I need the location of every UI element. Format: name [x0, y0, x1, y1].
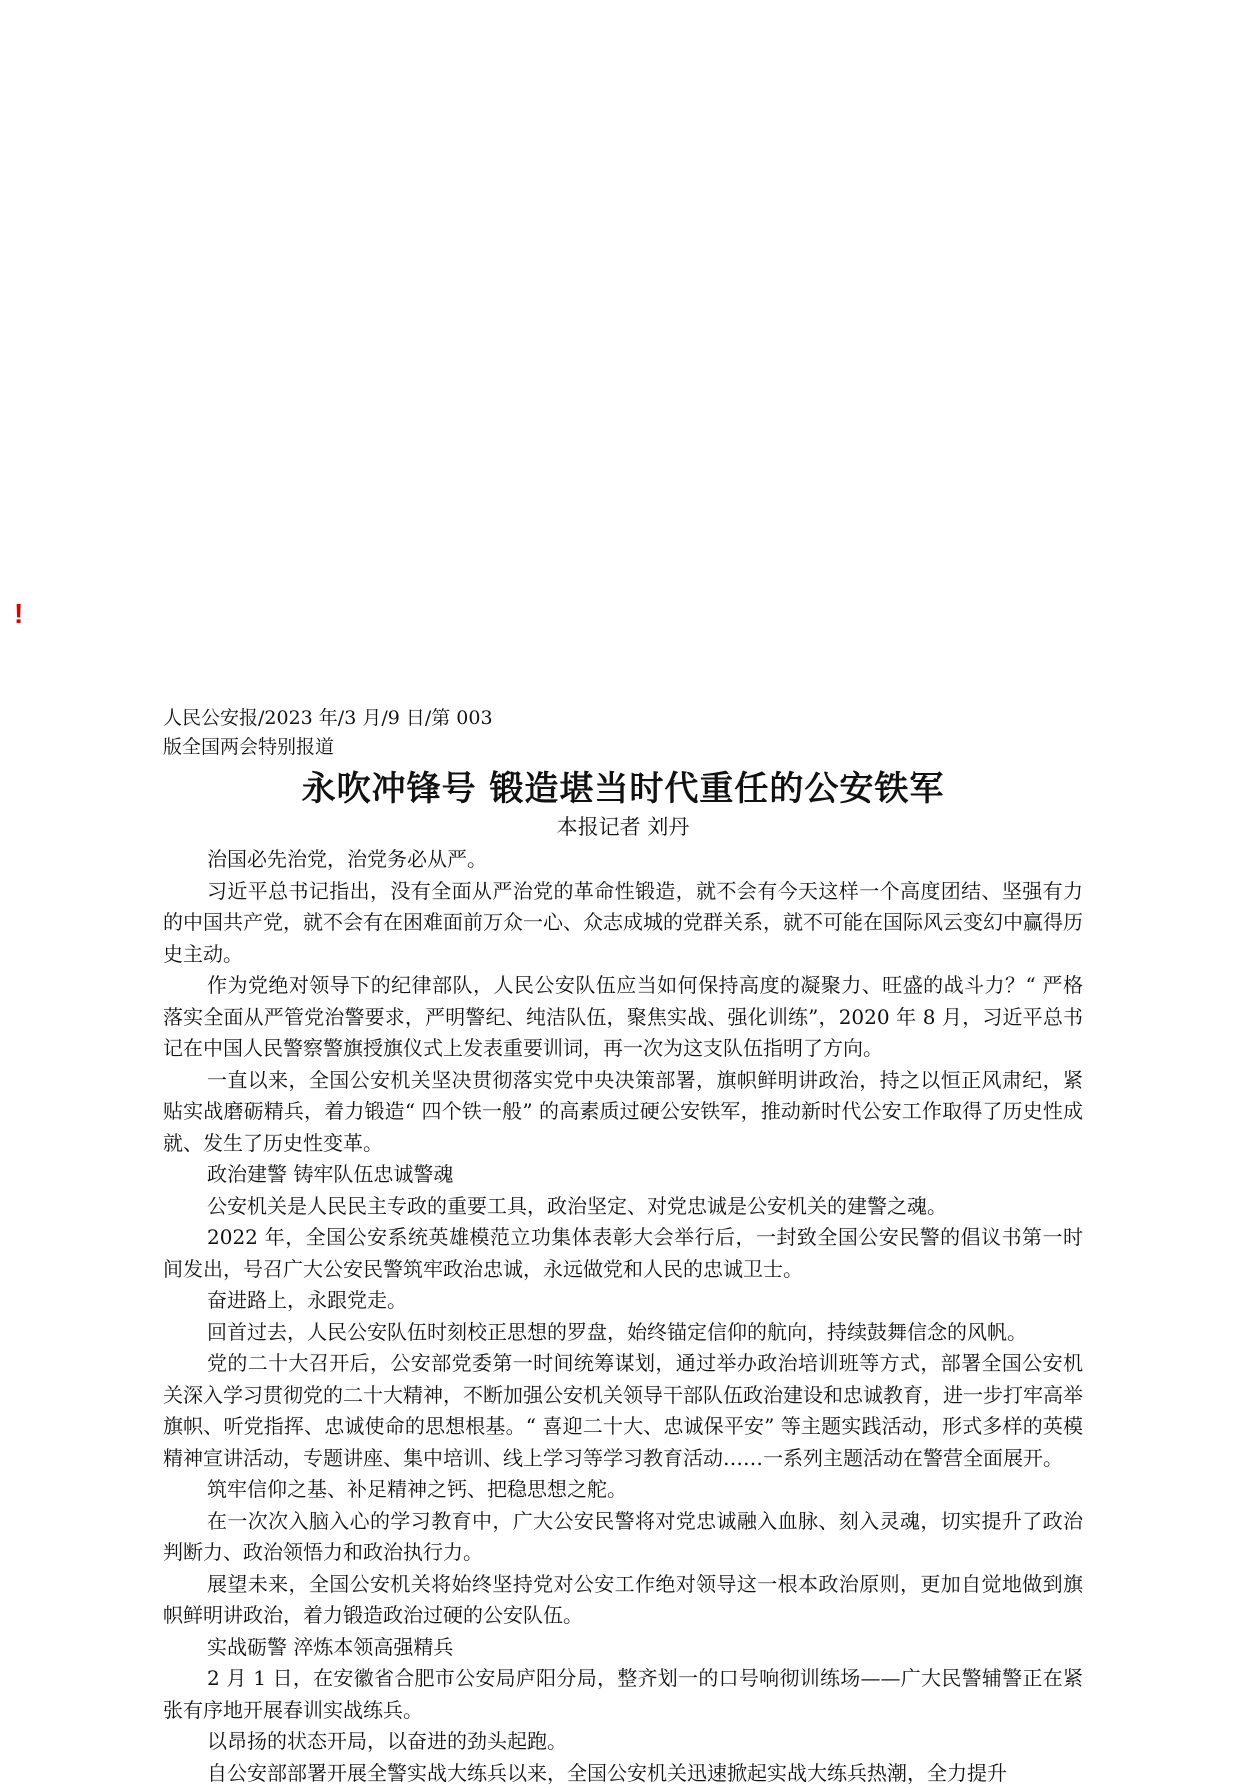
article-byline: 本报记者 刘丹	[163, 812, 1083, 842]
paragraph: 回首过去，人民公安队伍时刻校正思想的罗盘，始终锚定信仰的航向，持续鼓舞信念的风帆。	[163, 1317, 1083, 1349]
paragraph: 2 月 1 日，在安徽省合肥市公安局庐阳分局，整齐划一的口号响彻训练场——广大民警辅警正在紧张有序地开展春训实战练兵。	[163, 1663, 1083, 1726]
red-exclamation-mark: !	[14, 598, 23, 630]
article-body	[163, 844, 1083, 1789]
section-heading: 政治建警 铸牢队伍忠诚警魂	[163, 1159, 1083, 1191]
paragraph: 展望未来，全国公安机关将始终坚持党对公安工作绝对领导这一根本政治原则，更加自觉地做到旗帜鲜明讲政治，着力锻造政治过硬的公安队伍。	[163, 1569, 1083, 1632]
article	[163, 704, 1083, 1789]
section-heading: 实战砺警 淬炼本领高强精兵	[163, 1632, 1083, 1664]
paragraph: 一直以来，全国公安机关坚决贯彻落实党中央决策部署，旗帜鲜明讲政治，持之以恒正风肃纪，紧贴实战磨砺精兵，着力锻造“ 四个铁一般” 的高素质过硬公安铁军，推动新时代公安工作取得了历史性成就、发生了历史性变革。	[163, 1065, 1083, 1160]
paragraph: 公安机关是人民民主专政的重要工具，政治坚定、对党忠诚是公安机关的建警之魂。	[163, 1191, 1083, 1223]
paragraph: 筑牢信仰之基、补足精神之钙、把稳思想之舵。	[163, 1474, 1083, 1506]
article-headline: 永吹冲锋号 锻造堪当时代重任的公安铁军	[163, 766, 1083, 812]
source-line-1: 人民公安报/2023 年/3 月/9 日/第 003	[163, 704, 1083, 733]
paragraph: 习近平总书记指出，没有全面从严治党的革命性锻造，就不会有今天这样一个高度团结、坚强有力的中国共产党，就不会有在困难面前万众一心、众志成城的党群关系，就不可能在国际风云变幻中赢得历史主动。	[163, 876, 1083, 971]
paragraph: 2022 年，全国公安系统英雄模范立功集体表彰大会举行后，一封致全国公安民警的倡议书第一时间发出，号召广大公安民警筑牢政治忠诚，永远做党和人民的忠诚卫士。	[163, 1222, 1083, 1285]
paragraph: 在一次次入脑入心的学习教育中，广大公安民警将对党忠诚融入血脉、刻入灵魂，切实提升了政治判断力、政治领悟力和政治执行力。	[163, 1506, 1083, 1569]
paragraph: 以昂扬的状态开局，以奋进的劲头起跑。	[163, 1726, 1083, 1758]
paragraph: 治国必先治党，治党务必从严。	[163, 844, 1083, 876]
paragraph: 作为党绝对领导下的纪律部队，人民公安队伍应当如何保持高度的凝聚力、旺盛的战斗力？“ 严格落实全面从严管党治警要求，严明警纪、纯洁队伍，聚焦实战、强化训练”，2020 年 8 月，习近平总书记在中国人民警察警旗授旗仪式上发表重要训词，再一次为这支队伍指明了方向。	[163, 970, 1083, 1065]
paragraph: 奋进路上，永跟党走。	[163, 1285, 1083, 1317]
paragraph: 自公安部部署开展全警实战大练兵以来，全国公安机关迅速掀起实战大练兵热潮，全力提升	[163, 1758, 1083, 1789]
paragraph: 党的二十大召开后，公安部党委第一时间统筹谋划，通过举办政治培训班等方式，部署全国公安机关深入学习贯彻党的二十大精神，不断加强公安机关领导干部队伍政治建设和忠诚教育，进一步打牢高举旗帜、听党指挥、忠诚使命的思想根基。“ 喜迎二十大、忠诚保平安” 等主题实践活动，形式多样的英模精神宣讲活动，专题讲座、集中培训、线上学习等学习教育活动……一系列主题活动在警营全面展开。	[163, 1348, 1083, 1474]
source-line-2: 版全国两会特别报道	[163, 733, 1083, 762]
